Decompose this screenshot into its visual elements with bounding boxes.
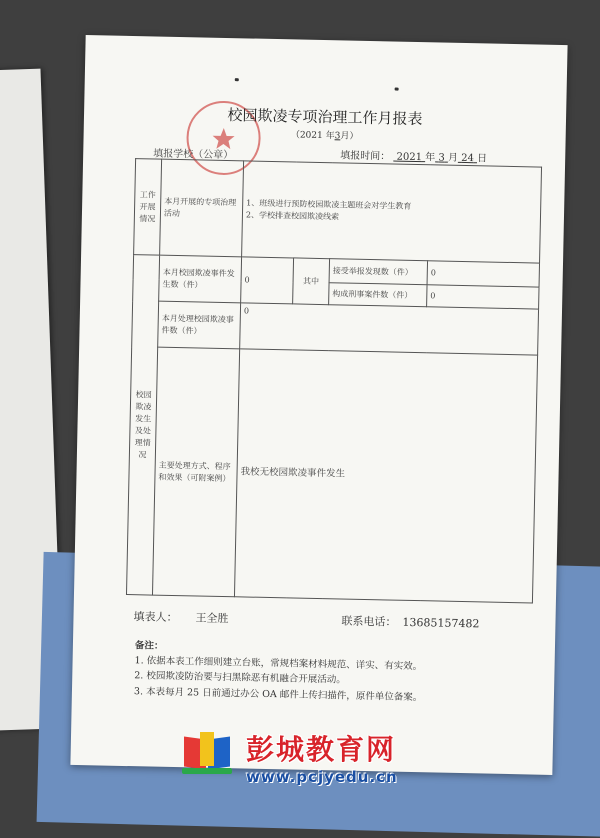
activities-label: 本月开展的专项治理活动 [160,159,244,257]
watermark-url: www.pcjyedu.cn [246,768,398,786]
incidents-value: 0 [241,257,294,304]
fill-date: 填报时间： 2021 年 3 月 24 日 [340,150,488,165]
section-work-label: 工作开展情况 [134,159,162,256]
report-sheet [70,35,567,775]
activity-item: 2、学校排查校园欺凌线索 [245,209,340,221]
scan-dot [235,78,239,81]
handled-label: 本月处理校园欺凌事件数（件） [158,301,241,349]
methods-label: 主要处理方式、程序和效果（可附案例） [152,347,239,597]
reports-value: 0 [427,261,540,287]
phone-row [341,613,479,632]
watermark-site-name: 彭城教育网 [246,733,397,766]
scan-dot [395,88,399,91]
note-item: 1. 依据本表工作细则建立台账，常规档案材料规范、详实、有实效。 [134,655,423,673]
section-incidents-label: 校园欺凌发生及处理情况 [126,255,159,595]
filler-name: 王全胜 [195,611,229,626]
note-item: 2. 校园欺凌防治要与扫黑除恶有机融合开展活动。 [134,670,346,686]
filler-row [133,608,228,626]
filler-label: 填表人： [133,610,178,625]
criminal-label: 构成刑事案件数（件） [329,283,427,307]
activity-item: 1、班级进行预防校园欺凌主题班会对学生教育 [246,197,412,211]
report-title: 校园欺凌专项治理工作月报表 [227,106,423,129]
criminal-value: 0 [427,285,539,309]
handled-value: 0 [240,303,539,355]
report-period: （2021 年3月） [290,130,359,142]
site-watermark [180,728,440,790]
note-item: 3. 本表每月 25 日前通过办公 OA 邮件上传扫描件，原件单位备案。 [133,685,423,703]
notes-block [134,638,424,705]
incidents-label: 本月校园欺凌事件发生数（件） [159,255,242,303]
book-logo-icon [180,730,236,776]
among-label: 其中 [293,258,330,305]
activities-content [242,161,542,263]
methods-value: 我校无校园欺凌事件发生 [234,349,537,603]
school-label: 填报学校（公章） [153,148,234,162]
reports-label: 接受举报发现数（件） [329,259,427,285]
phone-label: 联系电话： [341,614,397,629]
notes-title: 备注： [134,640,164,652]
phone-value: 13685157482 [402,615,480,631]
report-table [126,158,542,603]
